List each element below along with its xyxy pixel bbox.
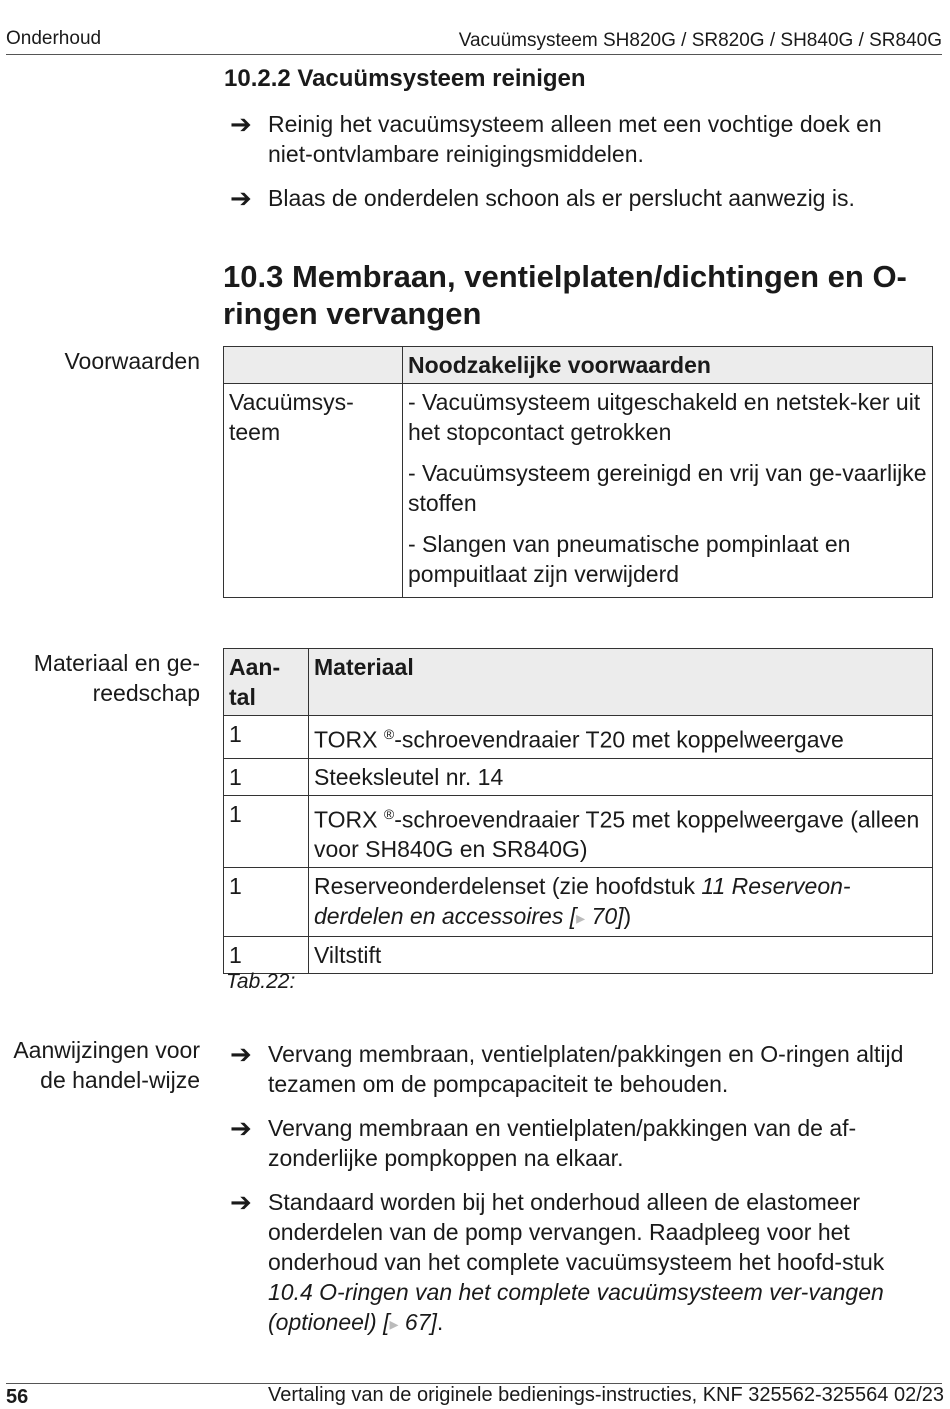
condition-item: - Slangen van pneumatische pompinlaat en pompuitlaat zijn verwijderd [403,526,933,598]
qty-header: Aan-tal [224,649,309,716]
header-section: Onderhoud [6,28,102,49]
cleaning-step [230,109,930,169]
qty-cell: 1 [224,795,309,868]
arrow-right-icon: ➔ [230,1039,252,1069]
table-caption: Tab.22: [226,970,296,993]
instruction-step [230,1039,930,1099]
material-cell: TORX ®-schroevendraaier T25 met koppelweergave (alleen voor SH840G en SR840G) [309,795,933,868]
instruction-text: Vervang membraan, ventielplaten/pakkingen en O-ringen altijd tezamen om de pompcapaciteit te behouden. [268,1041,904,1097]
arrow-right-icon: ➔ [230,1113,252,1143]
conditions-side-label: Voorwaarden [64,348,200,374]
table-row [224,795,933,868]
chapter-link[interactable]: 11 Reserveon-derdelen en accessoires [▸ 70] [314,873,851,930]
materials-table [223,648,933,974]
instruction-text: Standaard worden bij het onderhoud alleen de elastomeer onderdelen van de pomp vervangen. Raadpleeg voor het onderhoud van het complete vacuümsysteem het hoofd-stuk 10.4 O-ringen van het complete vacuümsysteem ver-vangen (optioneel) [▸ 67]. [268,1189,885,1335]
header-divider [6,54,942,55]
material-cell: TORX ®-schroevendraaier T20 met koppelweergave [309,716,933,759]
instruction-step [230,1113,930,1173]
arrow-right-icon: ➔ [230,1187,252,1217]
instructions-side-label: Aanwijzingen voor de handel-wijze [13,1037,200,1093]
material-cell: Steeksleutel nr. 14 [309,758,933,795]
qty-cell: 1 [224,868,309,937]
qty-cell: 1 [224,937,309,974]
table-row [224,937,933,974]
qty-cell: 1 [224,716,309,759]
subsection-title: 10.2.2 Vacuümsysteem reinigen [224,65,586,92]
conditions-header-empty [224,347,403,384]
material-cell: Reserveonderdelenset (zie hoofdstuk 11 Reserveon-derdelen en accessoires [▸ 70]) [309,868,933,937]
chapter-link[interactable]: 10.4 O-ringen van het complete vacuümsysteem ver-vangen (optioneel) [▸ 67] [268,1279,884,1335]
table-row [224,716,933,759]
condition-item: - Vacuümsysteem gereinigd en vrij van ge-vaarlijke stoffen [403,455,933,526]
material-header: Materiaal [309,649,933,716]
cleaning-step-text: Reinig het vacuümsysteem alleen met een vochtige doek en niet-ontvlambare reinigingsmiddelen. [268,111,882,167]
instruction-step [230,1187,930,1339]
material-cell: Viltstift [309,937,933,974]
section-title: 10.3 Membraan, ventielplaten/dichtingen en O-ringen vervangen [223,259,907,331]
conditions-table [223,346,933,598]
page-number: 56 [6,1386,29,1408]
header-product: Vacuümsysteem SH820G / SR820G / SH840G / SR840G [458,30,942,51]
instruction-text: Vervang membraan en ventielplaten/pakkingen van de af-zonderlijke pompkoppen na elkaar. [268,1115,857,1171]
triangle-right-icon: ▸ [389,1314,399,1334]
cleaning-step-text: Blaas de onderdelen schoon als er perslucht aanwezig is. [268,185,855,211]
cleaning-step [230,183,930,213]
footer-text: Vertaling van de originele bedienings-instructies, KNF 325562-325564 02/23 [267,1384,944,1406]
triangle-right-icon: ▸ [576,908,586,929]
arrow-right-icon: ➔ [230,109,252,139]
table-row [224,758,933,795]
table-row [224,868,933,937]
qty-cell: 1 [224,758,309,795]
materials-side-label: Materiaal en ge-reedschap [33,650,200,706]
conditions-row-label: Vacuümsys-teem [224,384,403,598]
condition-item: - Vacuümsysteem uitgeschakeld en netstek-ker uit het stopcontact getrokken [403,384,933,456]
arrow-right-icon: ➔ [230,183,252,213]
conditions-header: Noodzakelijke voorwaarden [403,347,933,384]
